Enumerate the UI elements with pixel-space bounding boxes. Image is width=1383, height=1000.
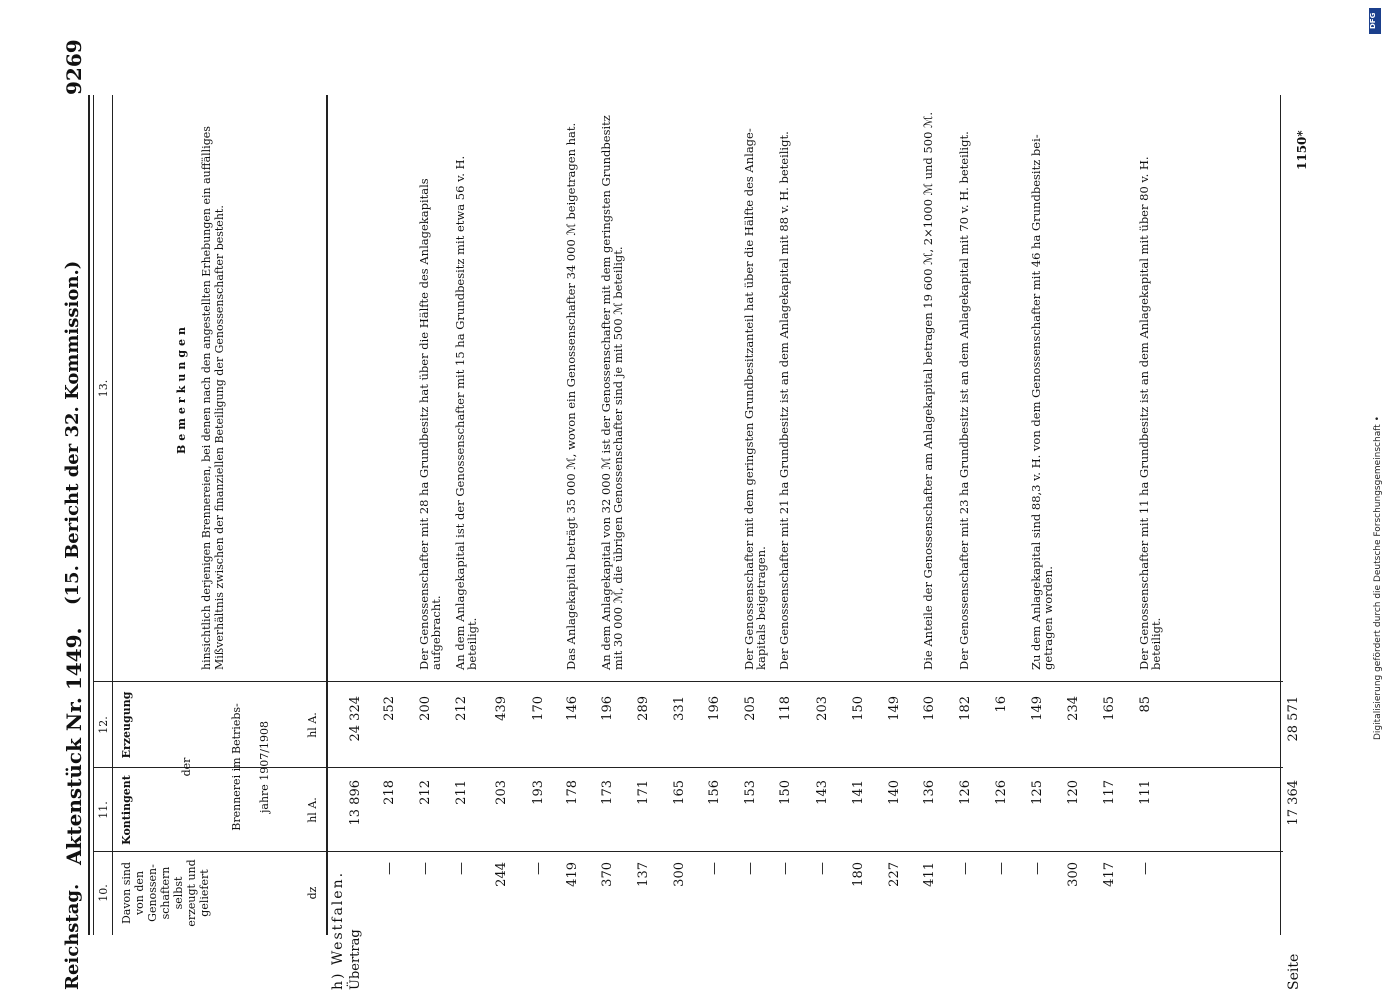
totals-kontingent: 17 364 bbox=[1286, 780, 1301, 826]
cell-selbst-erzeugt: — bbox=[778, 862, 793, 875]
cell-selbst-erzeugt: 300 bbox=[672, 862, 687, 887]
cell-erzeugung: 182 bbox=[958, 696, 973, 721]
cell-selbst-erzeugt: — bbox=[382, 862, 397, 875]
cell-kontingent: 111 bbox=[1138, 780, 1153, 805]
cell-erzeugung: 160 bbox=[922, 696, 937, 721]
cell-erzeugung: 196 bbox=[707, 696, 722, 721]
cell-selbst-erzeugt: 370 bbox=[600, 862, 615, 887]
section-label: h) Westfalen. bbox=[330, 870, 346, 990]
cell-bemerkung: Das Anlagekapital beträgt 35 000 ℳ, wovon ein Genossenschafter 34 000 ℳ beigetragen hat. bbox=[564, 122, 578, 670]
cell-erzeugung: 196 bbox=[600, 696, 615, 721]
cell-erzeugung: 212 bbox=[454, 696, 469, 721]
cell-kontingent: 143 bbox=[815, 780, 830, 805]
cell-erzeugung: 118 bbox=[778, 696, 793, 721]
page-number: 9269 bbox=[62, 39, 86, 95]
cell-selbst-erzeugt: 137 bbox=[636, 862, 651, 887]
table-row bbox=[453, 0, 479, 1000]
cell-erzeugung: 252 bbox=[382, 696, 397, 721]
credit-text: Digitalisierung gefördert durch die Deutsche Forschungsgemeinschaft • bbox=[1373, 416, 1383, 740]
cell-kontingent: 193 bbox=[531, 780, 546, 805]
rule-header-bottom bbox=[326, 95, 328, 935]
credit-sidebar bbox=[1369, 0, 1383, 1000]
uebertrag-kontingent: 13 896 bbox=[348, 780, 363, 826]
cell-kontingent: 126 bbox=[958, 780, 973, 805]
cell-kontingent: 218 bbox=[382, 780, 397, 805]
cell-bemerkung: Der Genossenschafter mit dem geringsten Grundbesitzanteil hat über die Hälfte des Anlage-kapitals beigetragen. bbox=[742, 128, 768, 670]
col11-12-jahre: jahre 1907/1908 bbox=[258, 721, 271, 814]
cell-selbst-erzeugt: 300 bbox=[1066, 862, 1081, 887]
cell-kontingent: 178 bbox=[565, 780, 580, 805]
cell-selbst-erzeugt: 419 bbox=[565, 862, 580, 887]
col11-12-brennerei: Brennerei im Betriebs- bbox=[230, 703, 243, 831]
table-row bbox=[851, 0, 866, 1000]
table-row bbox=[778, 0, 793, 1000]
cell-kontingent: 203 bbox=[494, 780, 509, 805]
col13-subheading: hinsichtlich derjenigen Brennereien, bei denen nach den angestellten Erhebungen ein auffälliges Mißverhältnis zwischen der finanziellen Beteiligung der Genossenschafter besteht. bbox=[200, 126, 226, 670]
table-row bbox=[742, 0, 768, 1000]
header-left: Reichstag. bbox=[62, 883, 83, 990]
cell-selbst-erzeugt: 227 bbox=[887, 862, 902, 887]
col13-number: 13. bbox=[97, 379, 110, 398]
cell-erzeugung: 205 bbox=[743, 696, 758, 721]
cell-bemerkung: Der Genossenschafter mit 23 ha Grundbesitz ist an dem Anlagekapital mit 70 v. H. beteiligt. bbox=[957, 131, 971, 670]
cell-bemerkung: Der Genossenschafter mit 28 ha Grundbesitz hat über die Hälfte des Anlagekapitals aufgebracht. bbox=[417, 178, 443, 670]
cell-erzeugung: 331 bbox=[672, 696, 687, 721]
cell-kontingent: 136 bbox=[922, 780, 937, 805]
cell-selbst-erzeugt: 180 bbox=[851, 862, 866, 887]
cell-selbst-erzeugt: 411 bbox=[922, 862, 937, 887]
cell-erzeugung: 149 bbox=[1030, 696, 1045, 721]
table-row bbox=[672, 0, 687, 1000]
cell-kontingent: 150 bbox=[778, 780, 793, 805]
table-row bbox=[1137, 0, 1163, 1000]
col11-heading: Kontingent bbox=[120, 775, 133, 845]
rule-top-thin bbox=[93, 95, 94, 935]
cell-kontingent: 165 bbox=[672, 780, 687, 805]
table-row bbox=[994, 0, 1009, 1000]
table-row bbox=[636, 0, 651, 1000]
cell-selbst-erzeugt: — bbox=[1138, 862, 1153, 875]
col10-number: 10. bbox=[97, 884, 110, 902]
cell-kontingent: 126 bbox=[994, 780, 1009, 805]
cell-bemerkung: Der Genossenschafter mit 11 ha Grundbesitz ist an dem Anlagekapital mit über 80 v. H. beteiligt. bbox=[1137, 156, 1163, 670]
signature-mark: 1150* bbox=[1295, 130, 1309, 170]
col10-heading: Davon sind von den Genossen-schaftern selbst erzeugt und geliefert bbox=[120, 859, 211, 927]
cell-erzeugung: 165 bbox=[1102, 696, 1117, 721]
cell-kontingent: 212 bbox=[418, 780, 433, 805]
cell-kontingent: 211 bbox=[454, 780, 469, 805]
rule-top bbox=[88, 95, 90, 935]
table-row bbox=[382, 0, 397, 1000]
cell-erzeugung: 146 bbox=[565, 696, 580, 721]
table-row bbox=[494, 0, 509, 1000]
table-row bbox=[531, 0, 546, 1000]
cell-erzeugung: 200 bbox=[418, 696, 433, 721]
col13-heading: Bemerkungen bbox=[175, 322, 188, 455]
dfg-logo: DFG bbox=[1369, 8, 1381, 34]
cell-erzeugung: 234 bbox=[1066, 696, 1081, 721]
cell-bemerkung: Der Genossenschafter mit 21 ha Grundbesitz ist an dem Anlagekapital mit 88 v. H. beteiligt. bbox=[777, 131, 791, 670]
cell-bemerkung: Die Anteile der Genossenschafter am Anlagekapital betragen 19 600 ℳ, 2×1000 ℳ und 500 ℳ. bbox=[921, 111, 935, 670]
cell-erzeugung: 16 bbox=[994, 696, 1009, 713]
table-row bbox=[599, 0, 625, 1000]
cell-kontingent: 171 bbox=[636, 780, 651, 805]
uebertrag-erzeugung: 24 324 bbox=[348, 696, 363, 742]
table-row bbox=[1102, 0, 1117, 1000]
cell-kontingent: 117 bbox=[1102, 780, 1117, 805]
cell-kontingent: 141 bbox=[851, 780, 866, 805]
cell-kontingent: 156 bbox=[707, 780, 722, 805]
table-row bbox=[1066, 0, 1081, 1000]
header-title: Aktenstück Nr. 1449. bbox=[62, 627, 86, 865]
cell-kontingent: 173 bbox=[600, 780, 615, 805]
totals-label: Seite bbox=[1286, 953, 1302, 990]
table-row bbox=[887, 0, 902, 1000]
col12-unit: hl A. bbox=[306, 712, 319, 738]
col12-number: 12. bbox=[97, 716, 110, 734]
col11-number: 11. bbox=[97, 801, 110, 819]
cell-selbst-erzeugt: — bbox=[418, 862, 433, 875]
col11-12-der: der bbox=[180, 757, 193, 777]
header-subtitle: (15. Bericht der 32. Kommission.) bbox=[62, 260, 83, 605]
table-row bbox=[815, 0, 830, 1000]
totals-erzeugung: 28 571 bbox=[1286, 696, 1301, 742]
cell-selbst-erzeugt: — bbox=[815, 862, 830, 875]
cell-selbst-erzeugt: — bbox=[707, 862, 722, 875]
cell-kontingent: 120 bbox=[1066, 780, 1081, 805]
cell-bemerkung: An dem Anlagekapital von 32 000 ℳ ist der Genossenschafter mit dem geringsten Grundbesitz mit 30 000 ℳ, die übrigen Genossenschafter sind je mit 500 ℳ beteiligt. bbox=[599, 115, 625, 670]
table-row bbox=[922, 0, 937, 1000]
cell-selbst-erzeugt: 417 bbox=[1102, 862, 1117, 887]
table-row bbox=[707, 0, 722, 1000]
cell-kontingent: 140 bbox=[887, 780, 902, 805]
cell-erzeugung: 85 bbox=[1138, 696, 1153, 713]
col10-unit: dz bbox=[306, 886, 319, 900]
cell-bemerkung: An dem Anlagekapital ist der Genossenschafter mit 15 ha Grundbesitz mit etwa 56 v. H. beteiligt. bbox=[453, 155, 479, 670]
cell-kontingent: 125 bbox=[1030, 780, 1045, 805]
col12-heading: Erzeugung bbox=[120, 691, 133, 759]
cell-selbst-erzeugt: — bbox=[994, 862, 1009, 875]
cell-erzeugung: 149 bbox=[887, 696, 902, 721]
table-row bbox=[958, 0, 973, 1000]
cell-erzeugung: 439 bbox=[494, 696, 509, 721]
cell-selbst-erzeugt: 244 bbox=[494, 862, 509, 887]
cell-selbst-erzeugt: — bbox=[454, 862, 469, 875]
cell-selbst-erzeugt: — bbox=[1030, 862, 1045, 875]
cell-erzeugung: 203 bbox=[815, 696, 830, 721]
table-row bbox=[1029, 0, 1055, 1000]
cell-erzeugung: 150 bbox=[851, 696, 866, 721]
table-row bbox=[417, 0, 443, 1000]
table-row bbox=[565, 0, 580, 1000]
cell-selbst-erzeugt: — bbox=[958, 862, 973, 875]
uebertrag-label: Übertrag bbox=[348, 929, 363, 990]
col11-unit: hl A. bbox=[306, 797, 319, 823]
cell-erzeugung: 289 bbox=[636, 696, 651, 721]
cell-kontingent: 153 bbox=[743, 780, 758, 805]
rule-totals bbox=[1280, 95, 1281, 935]
cell-erzeugung: 170 bbox=[531, 696, 546, 721]
cell-selbst-erzeugt: — bbox=[743, 862, 758, 875]
cell-bemerkung: Zu dem Anlagekapital sind 88,3 v. H. von dem Genossenschafter mit 46 ha Grundbesitz bei-getragen worden. bbox=[1029, 134, 1055, 670]
cell-selbst-erzeugt: — bbox=[531, 862, 546, 875]
rule-colnum bbox=[112, 95, 113, 935]
